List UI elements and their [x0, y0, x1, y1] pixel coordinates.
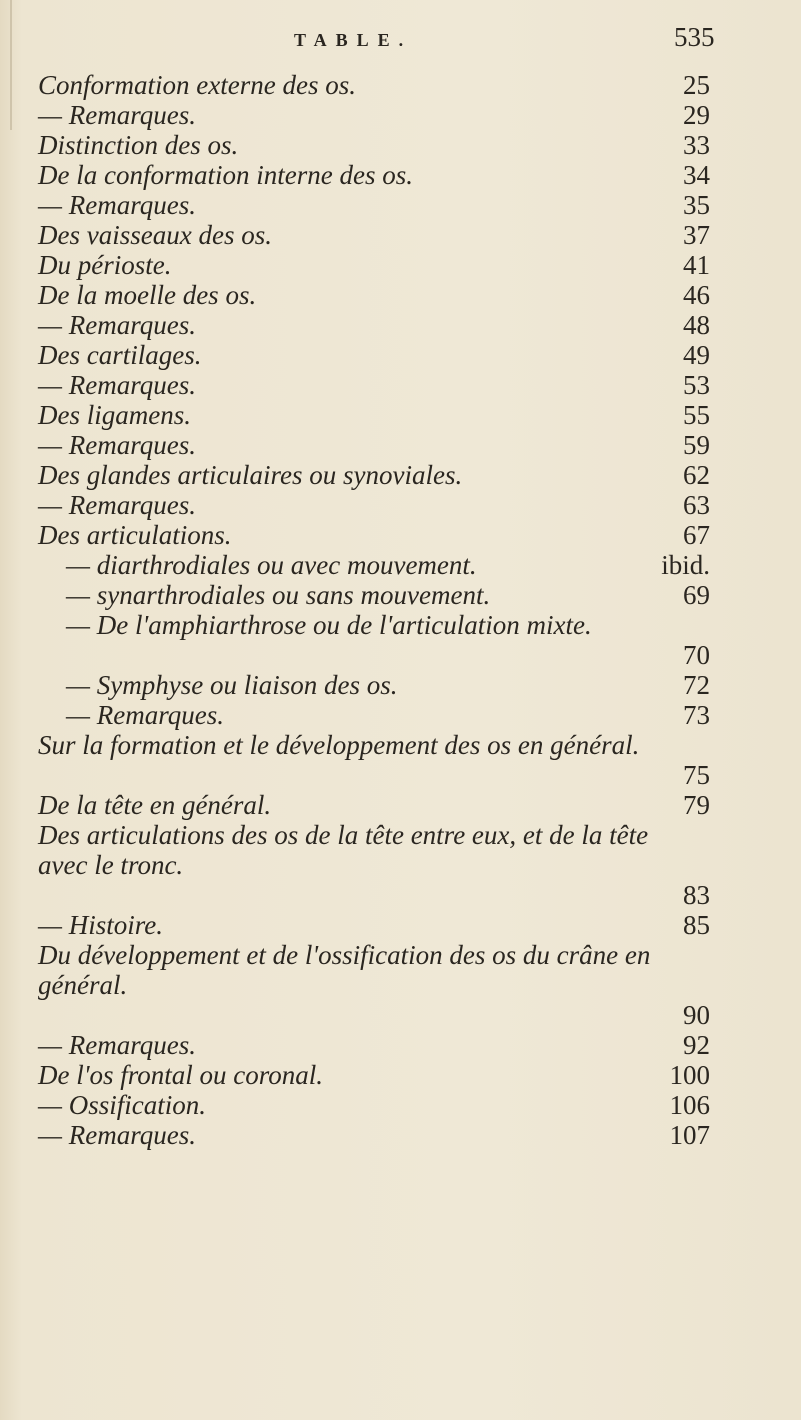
toc-entry-page: 55	[683, 400, 710, 430]
toc-entry	[38, 1030, 710, 1060]
toc-entry-title: — synarthrodiales ou sans mouvement.	[66, 580, 491, 610]
page-header	[0, 22, 801, 62]
toc-entry	[38, 610, 710, 670]
toc-entry	[38, 310, 710, 340]
toc-entry-page: 79	[683, 790, 710, 820]
toc-entry-title: — Remarques.	[38, 100, 196, 130]
toc-entry-page: 41	[683, 250, 710, 280]
toc-entry	[38, 130, 710, 160]
toc-entry-title: — diarthrodiales ou avec mouvement.	[66, 550, 477, 580]
toc-entry-title: — Histoire.	[38, 910, 164, 940]
toc-entry	[38, 70, 710, 100]
toc-entry-page: 90	[683, 1000, 710, 1030]
toc-entry	[38, 730, 710, 790]
toc-entry-title: — Remarques.	[38, 1030, 196, 1060]
toc-entry-page: 100	[669, 1060, 710, 1090]
toc-entry-title: Du périoste.	[38, 250, 172, 280]
toc-entry-title: Des articulations des os de la tête entre eux, et de la tête avec le tronc.	[38, 820, 649, 880]
toc-entry-title: Distinction des os.	[38, 130, 239, 160]
toc-entry-page: 92	[683, 1030, 710, 1060]
toc-entry-title: — Remarques.	[38, 1120, 196, 1150]
page-edge-shadow	[10, 0, 12, 130]
toc-entry-title: — Symphyse ou liaison des os.	[66, 670, 398, 700]
toc-entry-title: Des cartilages.	[38, 340, 202, 370]
toc-entry-title: De la moelle des os.	[38, 280, 257, 310]
toc-entry-page: 49	[683, 340, 710, 370]
toc-entry	[38, 940, 710, 1030]
toc-entry	[38, 520, 710, 550]
toc-entry-title: — Remarques.	[38, 430, 196, 460]
toc-entry-title: — Remarques.	[38, 490, 196, 520]
running-title: TABLE.	[294, 30, 413, 50]
table-of-contents	[38, 70, 710, 1150]
toc-entry-title: De la tête en général.	[38, 790, 272, 820]
toc-entry	[38, 430, 710, 460]
toc-entry	[38, 1120, 710, 1150]
page-number: 535	[674, 22, 715, 52]
toc-entry	[38, 280, 710, 310]
toc-entry	[38, 550, 710, 580]
toc-entry	[38, 1090, 710, 1120]
toc-entry-title: Du développement et de l'ossification des os du crâne en général.	[38, 940, 651, 1000]
toc-entry-page: ibid.	[661, 550, 710, 580]
toc-entry-title: Des glandes articulaires ou synoviales.	[38, 460, 463, 490]
toc-entry	[38, 700, 710, 730]
toc-entry	[38, 460, 710, 490]
toc-entry	[38, 340, 710, 370]
toc-entry-title: De l'os frontal ou coronal.	[38, 1060, 324, 1090]
toc-entry	[38, 100, 710, 130]
toc-entry	[38, 1060, 710, 1090]
toc-entry	[38, 790, 710, 820]
toc-entry-page: 46	[683, 280, 710, 310]
toc-entry-page: 25	[683, 70, 710, 100]
toc-entry-page: 59	[683, 430, 710, 460]
toc-entry-page: 63	[683, 490, 710, 520]
toc-entry-title: — Remarques.	[38, 310, 196, 340]
toc-entry	[38, 370, 710, 400]
toc-entry	[38, 490, 710, 520]
toc-entry-title: — Remarques.	[66, 700, 224, 730]
toc-entry-page: 62	[683, 460, 710, 490]
toc-entry-title: — Ossification.	[38, 1090, 207, 1120]
toc-entry-page: 73	[683, 700, 710, 730]
toc-entry-page: 67	[683, 520, 710, 550]
toc-entry	[38, 670, 710, 700]
toc-entry-page: 53	[683, 370, 710, 400]
toc-entry-page: 69	[683, 580, 710, 610]
toc-entry-page: 29	[683, 100, 710, 130]
toc-entry-page: 33	[683, 130, 710, 160]
toc-entry	[38, 820, 710, 910]
toc-entry-page: 35	[683, 190, 710, 220]
toc-entry-title: Des articulations.	[38, 520, 232, 550]
toc-entry	[38, 250, 710, 280]
toc-entry-page: 48	[683, 310, 710, 340]
toc-entry	[38, 400, 710, 430]
toc-entry-page: 85	[683, 910, 710, 940]
toc-entry-page: 106	[669, 1090, 710, 1120]
toc-entry-title: De la conformation interne des os.	[38, 160, 413, 190]
toc-entry-title: Des ligamens.	[38, 400, 191, 430]
toc-entry-title: Conformation externe des os.	[38, 70, 356, 100]
toc-entry-page: 70	[683, 640, 710, 670]
toc-entry-page: 107	[669, 1120, 710, 1150]
toc-entry-page: 72	[683, 670, 710, 700]
toc-entry	[38, 190, 710, 220]
toc-entry-page: 75	[683, 760, 710, 790]
toc-entry-page: 83	[683, 880, 710, 910]
toc-entry-page: 37	[683, 220, 710, 250]
toc-entry-title: Sur la formation et le développement des os en général.	[38, 730, 640, 760]
toc-entry	[38, 220, 710, 250]
toc-entry	[38, 580, 710, 610]
toc-entry	[38, 910, 710, 940]
toc-entry	[38, 160, 710, 190]
toc-entry-title: — De l'amphiarthrose ou de l'articulation mixte.	[66, 610, 592, 640]
toc-entry-title: — Remarques.	[38, 370, 196, 400]
toc-entry-title: — Remarques.	[38, 190, 196, 220]
toc-entry-page: 34	[683, 160, 710, 190]
toc-entry-title: Des vaisseaux des os.	[38, 220, 272, 250]
